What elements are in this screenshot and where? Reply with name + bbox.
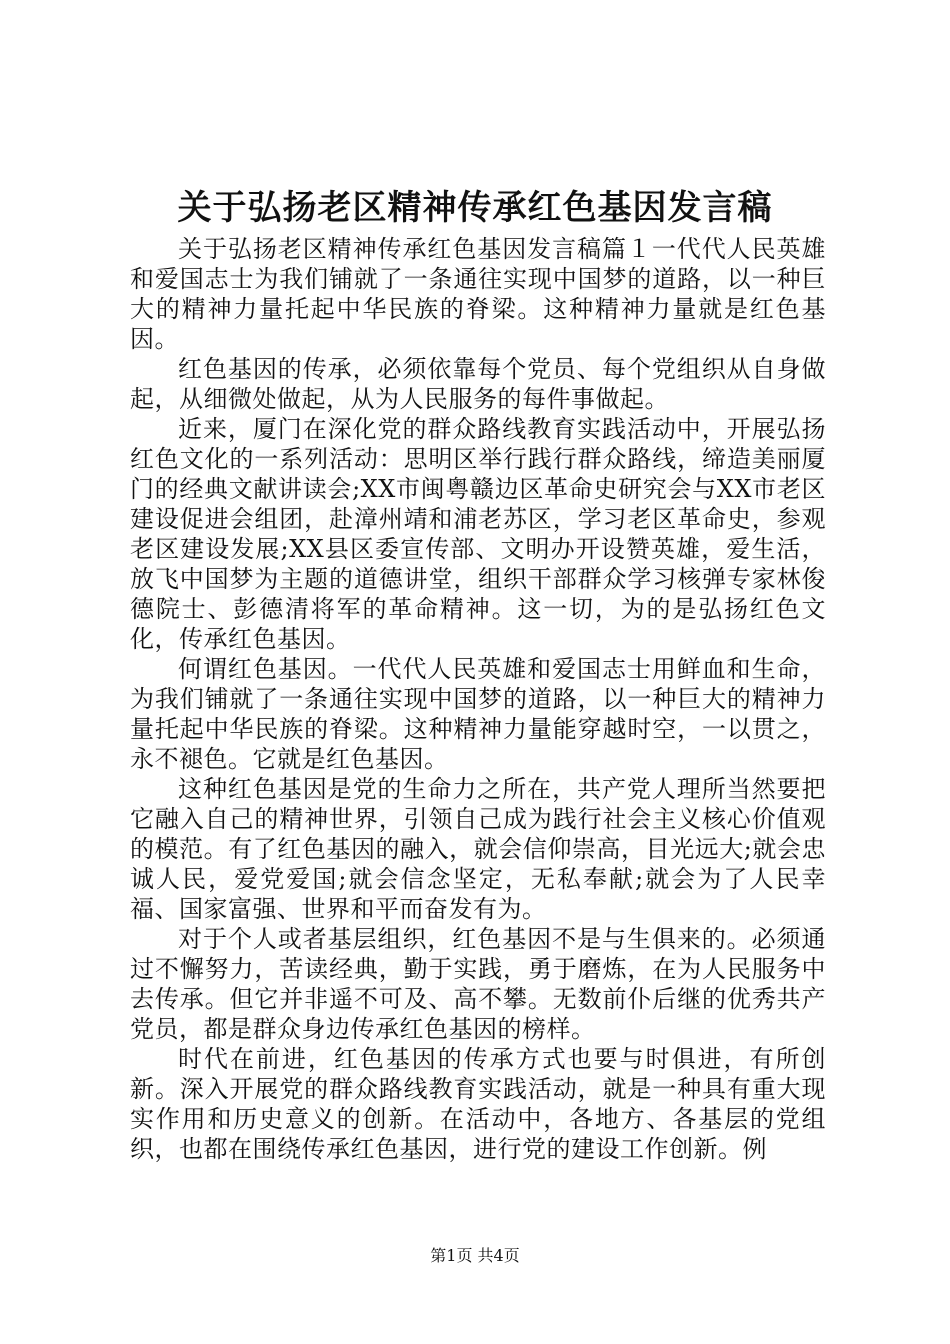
paragraph-7: 时代在前进，红色基因的传承方式也要与时俱进，有所创新。深入开展党的群众路线教育实践活动，就是一种具有重大现实作用和历史意义的创新。在活动中，各地方、各基层的党组织，也都在围绕传承红色基因，进行党的建设工作创新。例 [130, 1045, 826, 1163]
paragraph-3: 近来，厦门在深化党的群众路线教育实践活动中，开展弘扬红色文化的一系列活动：思明区举行践行群众路线，缔造美丽厦门的经典文献讲读会;XX市闽粤赣边区革命史研究会与XX市老区建设促进会组团，赴漳州靖和浦老苏区，学习老区革命史，参观老区建设发展;XX县区委宣传部、文明办开设赞英雄，爱生活，放飞中国梦为主题的道德讲堂，组织干部群众学习核弹专家林俊德院士、彭德清将军的革命精神。这一切，为的是弘扬红色文化，传承红色基因。 [130, 415, 826, 653]
paragraph-4: 何谓红色基因。一代代人民英雄和爱国志士用鲜血和生命，为我们铺就了一条通往实现中国梦的道路，以一种巨大的精神力量托起中华民族的脊梁。这种精神力量能穿越时空，一以贯之，永不褪色。它就是红色基因。 [130, 655, 826, 773]
document-body [130, 234, 826, 1164]
document-title: 关于弘扬老区精神传承红色基因发言稿 [177, 188, 773, 228]
paragraph-2: 红色基因的传承，必须依靠每个党员、每个党组织从自身做起，从细微处做起，从为人民服务的每件事做起。 [130, 355, 826, 413]
page-footer: 第1页 共4页 [430, 1246, 520, 1265]
paragraph-5: 这种红色基因是党的生命力之所在，共产党人理所当然要把它融入自己的精神世界，引领自己成为践行社会主义核心价值观的模范。有了红色基因的融入，就会信仰崇高，目光远大;就会忠诚人民，爱党爱国;就会信念坚定，无私奉献;就会为了人民幸福、国家富强、世界和平而奋发有为。 [130, 775, 826, 923]
paragraph-6: 对于个人或者基层组织，红色基因不是与生俱来的。必须通过不懈努力，苦读经典，勤于实践，勇于磨炼，在为人民服务中去传承。但它并非遥不可及、高不攀。无数前仆后继的优秀共产党员，都是群众身边传承红色基因的榜样。 [130, 925, 826, 1043]
paragraph-1: 关于弘扬老区精神传承红色基因发言稿篇１一代代人民英雄和爱国志士为我们铺就了一条通往实现中国梦的道路，以一种巨大的精神力量托起中华民族的脊梁。这种精神力量就是红色基因。 [130, 235, 826, 353]
